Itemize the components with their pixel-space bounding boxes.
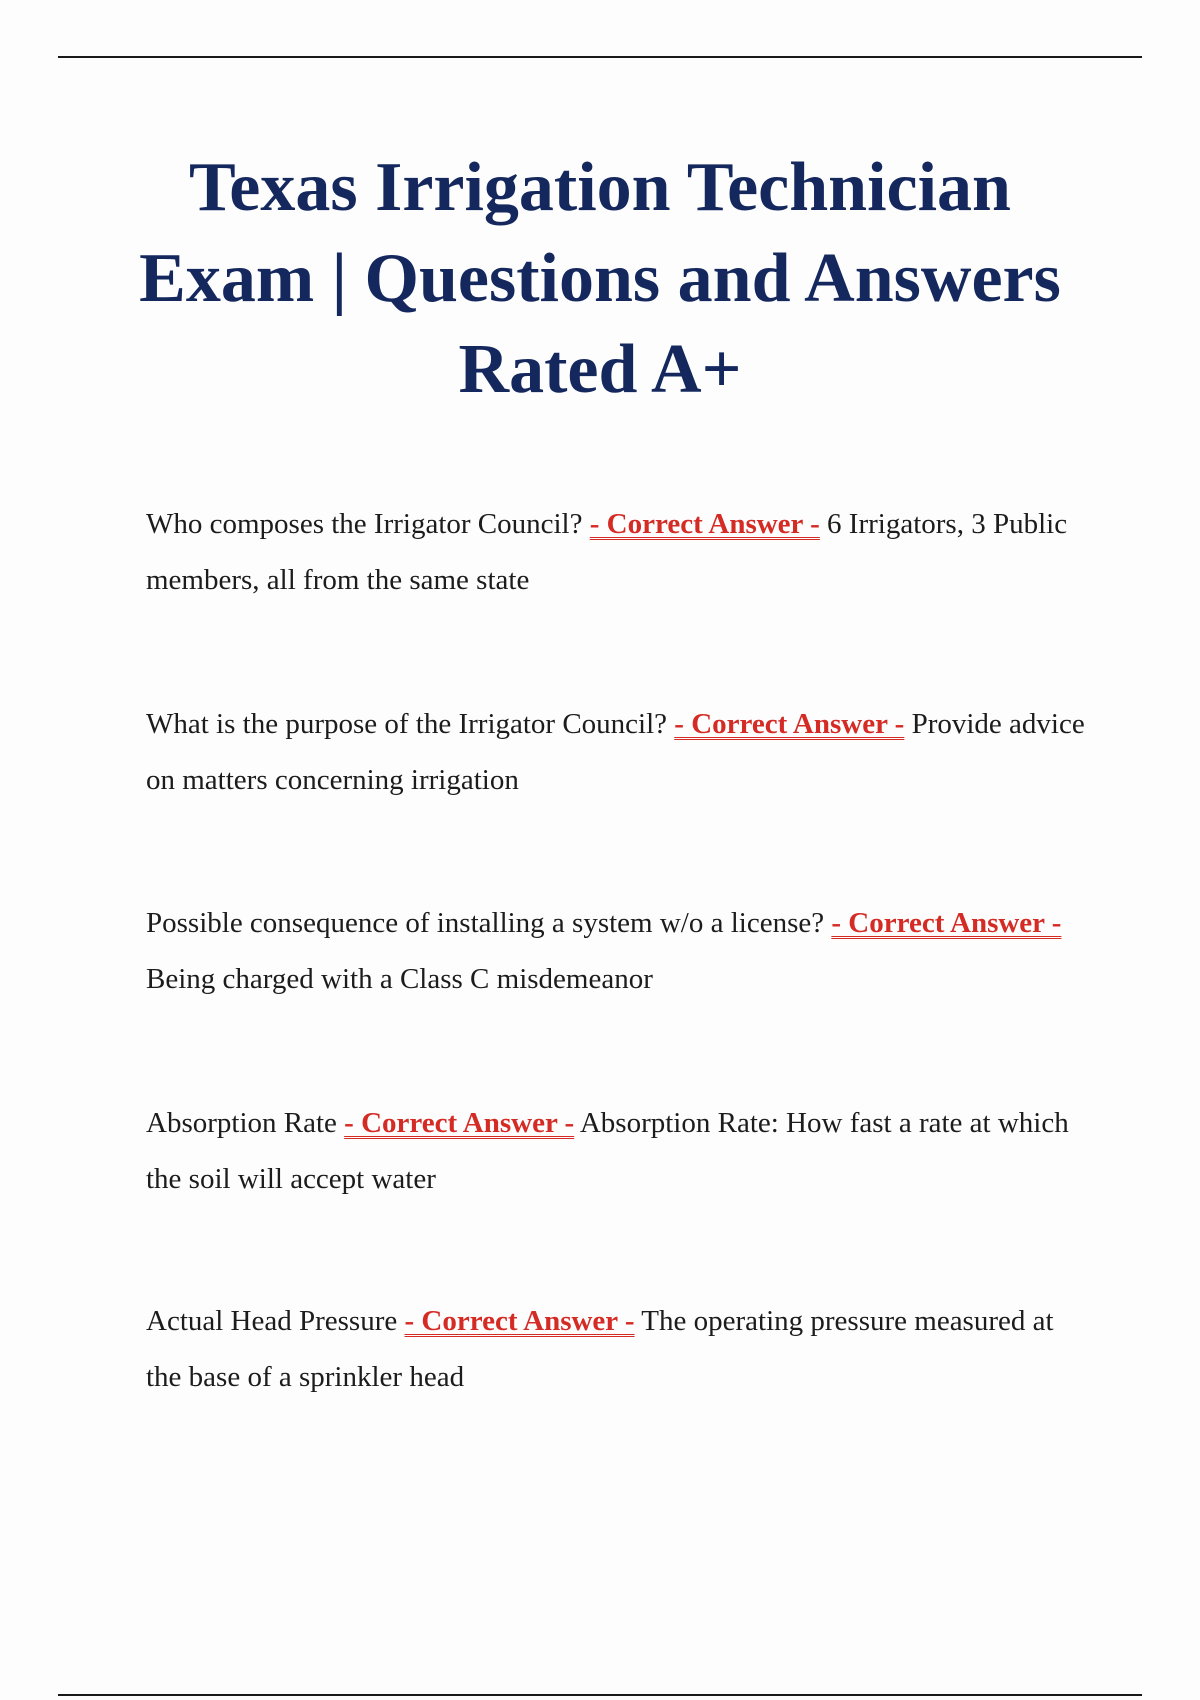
answer-text: Being charged with a Class C misdemeanor bbox=[146, 963, 653, 995]
correct-answer-marker: - Correct Answer - bbox=[831, 907, 1062, 939]
answer-text: The operating pressure measured at the base of a sprinkler head bbox=[146, 1305, 1054, 1393]
qa-item bbox=[146, 1293, 1096, 1405]
qa-item bbox=[146, 496, 1096, 608]
question-text: Actual Head Pressure bbox=[146, 1305, 398, 1337]
answer-text: 6 Irrigators, 3 Public members, all from the same state bbox=[146, 508, 1068, 596]
correct-answer-marker: - Correct Answer - bbox=[344, 1107, 575, 1139]
correct-answer-marker: - Correct Answer - bbox=[404, 1305, 635, 1337]
top-rule bbox=[58, 56, 1142, 58]
bottom-rule bbox=[58, 1694, 1142, 1696]
qa-item bbox=[146, 1095, 1096, 1207]
qa-item bbox=[146, 895, 1096, 1007]
question-text: Absorption Rate bbox=[146, 1107, 337, 1139]
correct-answer-marker: - Correct Answer - bbox=[589, 508, 820, 540]
answer-text: Provide advice on matters concerning irrigation bbox=[146, 708, 1085, 796]
answer-text: Absorption Rate: How fast a rate at which the soil will accept water bbox=[146, 1107, 1069, 1195]
qa-item bbox=[146, 696, 1096, 808]
document-title: Texas Irrigation Technician Exam | Questions and Answers Rated A+ bbox=[139, 149, 1061, 408]
question-text: What is the purpose of the Irrigator Council? bbox=[146, 708, 668, 740]
correct-answer-marker: - Correct Answer - bbox=[674, 708, 905, 740]
question-text: Possible consequence of installing a system w/o a license? bbox=[146, 907, 825, 939]
question-text: Who composes the Irrigator Council? bbox=[146, 508, 583, 540]
